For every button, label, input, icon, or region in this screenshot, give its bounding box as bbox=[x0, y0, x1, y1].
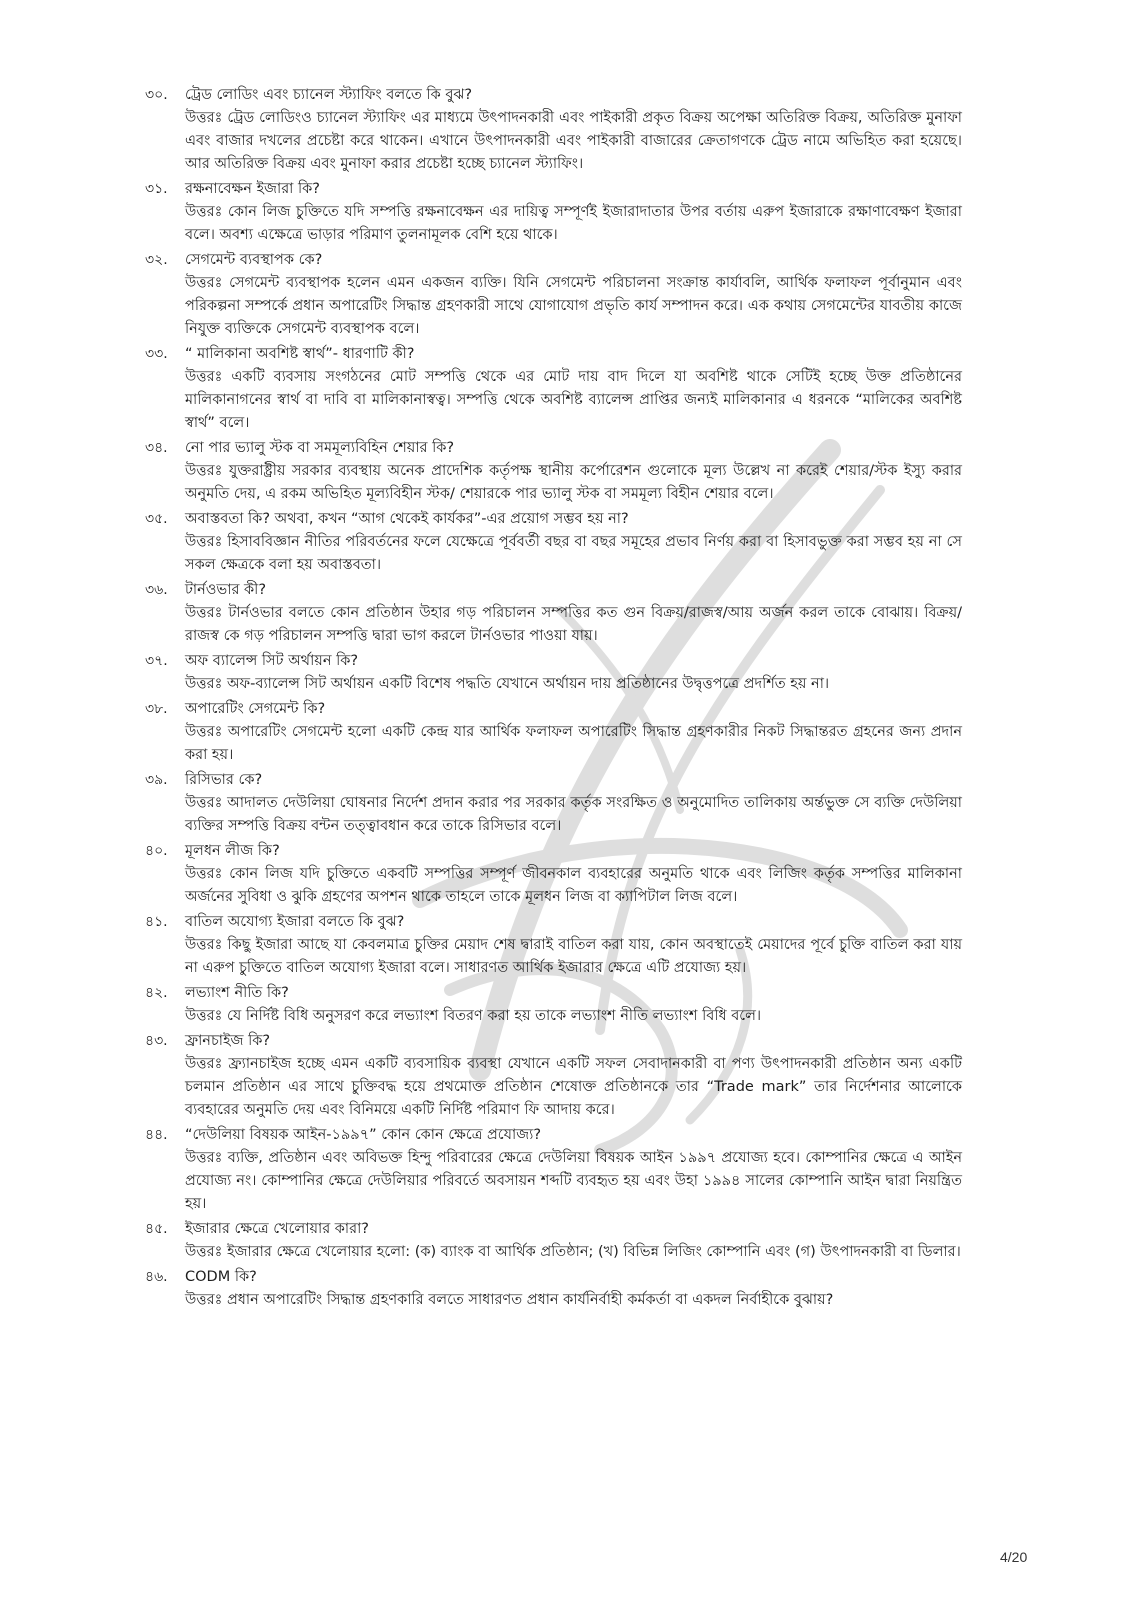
question-text: ইজারার ক্ষেত্রে খেলোয়ার কারা? bbox=[185, 1221, 370, 1237]
question-number: ৩৯. bbox=[145, 772, 168, 788]
question-number: ৪১. bbox=[145, 914, 168, 930]
answer-text: উত্তরঃ ব্যক্তি, প্রতিষ্ঠান এবং অবিভক্ত হিন্দু পরিবারের ক্ষেত্রে দেউলিয়া বিষয়ক আইন ১৯৯৭ প্রযোজ্য হবে। কোম্পানির ক্ষেত্রে এ আইন প্রযোজ্য নং। কোম্পানির ক্ষেত্রে দেউলিয়ার পরিবর্তে অবসায়ন শব্দটি ব্যবহৃত হয় এবং উহা ১৯৯৪ সালের কোম্পানি আইন দ্বারা নিয়ন্ত্রিত হয়। bbox=[185, 1150, 962, 1212]
answer-text: উত্তরঃ হিসাববিজ্ঞান নীতির পরিবর্তনের ফলে যেক্ষেত্রে পূর্ববর্তী বছর বা বছর সমূহের প্রভাব নির্ণয় করা বা হিসাবভুক্ত করা সম্ভব হয় না সে সকল ক্ষেত্রকে বলা হয় অবাস্তবতা। bbox=[185, 534, 962, 573]
qa-item bbox=[145, 1124, 962, 1216]
answer-text: উত্তরঃ কিছু ইজারা আছে যা কেবলমাত্র চুক্তির মেয়াদ শেষ দ্বারাই বাতিল করা যায়, কোন অবস্থাতেই মেয়াদের পূর্বে চুক্তি বাতিল করা যায় না এরুপ চুক্তিতে বাতিল অযোগ্য ইজারা বলে। সাধারণত আর্থিক ইজারার ক্ষেত্রে এটি প্রযোজ্য হয়। bbox=[185, 937, 962, 976]
question-text: “দেউলিয়া বিষয়ক আইন-১৯৯৭” কোন কোন ক্ষেত্রে প্রযোজ্য? bbox=[185, 1127, 542, 1143]
qa-item bbox=[145, 1266, 962, 1312]
answer-text: উত্তরঃ আদালত দেউলিয়া ঘোষনার নির্দেশ প্রদান করার পর সরকার কর্তৃক সংরক্ষিত ও অনুমোদিত তালিকায় অর্ন্তভুক্ত সে ব্যক্তি দেউলিয়া ব্যক্তির সম্পত্তি বিক্রয় বন্টন তত্ত্বাবধান করে তাকে রিসিভার বলে। bbox=[185, 795, 962, 834]
answer-text: উত্তরঃ যুক্তরাষ্ট্রীয় সরকার ব্যবস্থায় অনেক প্রাদেশিক কর্তৃপক্ষ স্থানীয় কর্পোরেশন গুলোকে মূল্য উল্লেখ না করেই শেয়ার/স্টক ইস্যু করার অনুমতি দেয়, এ রকম অভিহিত মূল্যবিহীন স্টক/ শেয়ারকে পার ভ্যালু স্টক বা সমমূল্য বিহীন শেয়ার বলে। bbox=[185, 463, 962, 502]
answer-text: উত্তরঃ ইজারার ক্ষেত্রে খেলোয়ার হলো: (ক) ব্যাংক বা আর্থিক প্রতিষ্ঠান; (খ) বিভিন্ন লিজিং কোম্পানি এবং (গ) উৎপাদনকারী বা ডিলার। bbox=[185, 1244, 961, 1260]
answer-text: উত্তরঃ অপারেটিং সেগমেন্ট হলো একটি কেন্দ্র যার আর্থিক ফলাফল অপারেটিং সিদ্ধান্ত গ্রহণকারীর নিকট সিদ্ধান্তরত গ্রহনের জন্য প্রদান করা হয়। bbox=[185, 724, 962, 763]
question-text: টার্নওভার কী? bbox=[185, 582, 267, 598]
question-text: অফ ব্যালেন্স সিট অর্থায়ন কি? bbox=[185, 653, 359, 669]
question-text: রক্ষনাবেক্ষন ইজারা কি? bbox=[185, 181, 320, 197]
qa-item bbox=[145, 343, 962, 435]
qa-item bbox=[145, 911, 962, 980]
question-number: ৪৩. bbox=[145, 1033, 168, 1049]
question-text: CODM কি? bbox=[185, 1269, 257, 1285]
qa-item bbox=[145, 982, 962, 1028]
question-number: ৩০. bbox=[145, 87, 168, 103]
question-number: ৪৫. bbox=[145, 1221, 168, 1237]
question-text: অপারেটিং সেগমেন্ট কি? bbox=[185, 701, 326, 717]
question-number: ৪০. bbox=[145, 843, 168, 859]
question-number: ৪৬. bbox=[145, 1269, 168, 1285]
question-text: মূলধন লীজ কি? bbox=[185, 843, 280, 859]
page-number: 4/20 bbox=[1000, 1549, 1028, 1565]
question-text: রিসিভার কে? bbox=[185, 772, 263, 788]
qa-item bbox=[145, 178, 962, 247]
question-number: ৪৪. bbox=[145, 1127, 168, 1143]
qa-item bbox=[145, 1030, 962, 1122]
answer-text: উত্তরঃ একটি ব্যবসায় সংগঠনের মোট সম্পত্তি থেকে এর মোট দায় বাদ দিলে যা অবশিষ্ট থাকে সেটিই হচ্ছে উক্ত প্রতিষ্ঠানের মালিকানাগনের স্বার্থ বা দাবি বা মালিকানাস্বত্ব। সম্পত্তি থেকে অবশিষ্ট ব্যালেন্স প্রাপ্তির জন্যই মালিকানার এ ধরনকে “মালিকের অবশিষ্ট স্বার্থ” বলে। bbox=[185, 369, 962, 431]
qa-item bbox=[145, 249, 962, 341]
question-number: ৩৮. bbox=[145, 701, 168, 717]
question-number: ৩১. bbox=[145, 181, 168, 197]
qa-item bbox=[145, 840, 962, 909]
question-number: ৩৫. bbox=[145, 511, 168, 527]
answer-text: উত্তরঃ প্রধান অপারেটিং সিদ্ধান্ত গ্রহণকারি বলতে সাধারণত প্রধান কার্যনির্বাহী কর্মকর্তা বা একদল নির্বাহীকে বুঝায়? bbox=[185, 1292, 834, 1308]
question-number: ৩২. bbox=[145, 252, 168, 268]
qa-item bbox=[145, 437, 962, 506]
answer-text: উত্তরঃ টার্নওভার বলতে কোন প্রতিষ্ঠান উহার গড় পরিচালন সম্পত্তির কত গুন বিক্রয়/রাজস্ব/আয় অর্জন করল তাকে বোঝায়। বিক্রয়/রাজস্ব কে গড় পরিচালন সম্পত্তি দ্বারা ভাগ করলে টার্নওভার পাওয়া যায়। bbox=[185, 605, 962, 644]
question-number: ৩৭. bbox=[145, 653, 168, 669]
question-number: ৪২. bbox=[145, 985, 168, 1001]
answer-text: উত্তরঃ অফ-ব্যালেন্স সিট অর্থায়ন একটি বিশেষ পদ্ধতি যেখানে অর্থায়ন দায় প্রতিষ্ঠানের উদ্বৃত্তপত্রে প্রদর্শিত হয় না। bbox=[185, 676, 830, 692]
question-text: সেগমেন্ট ব্যবস্থাপক কে? bbox=[185, 252, 323, 268]
question-text: লভ্যাংশ নীতি কি? bbox=[185, 985, 289, 1001]
question-text: নো পার ভ্যালু স্টক বা সমমূল্যবিহিন শেয়ার কি? bbox=[185, 440, 455, 456]
question-text: অবাস্তবতা কি? অথবা, কখন “আগ থেকেই কার্যকর”-এর প্রয়োগ সম্ভব হয় না? bbox=[185, 511, 629, 527]
question-number: ৩৪. bbox=[145, 440, 168, 456]
question-number: ৩৩. bbox=[145, 346, 168, 362]
qa-item bbox=[145, 579, 962, 648]
qa-item bbox=[145, 698, 962, 767]
question-text: ফ্রানচাইজ কি? bbox=[185, 1033, 271, 1049]
qa-item bbox=[145, 650, 962, 696]
qa-list bbox=[145, 84, 962, 1314]
answer-text: উত্তরঃ কোন লিজ যদি চুক্তিতে একবটি সম্পত্তির সম্পূর্ণ জীবনকাল ব্যবহারের অনুমতি থাকে এবং লিজিং কর্তৃক সম্পত্তির মালিকানা অর্জনের সুবিধা ও ঝুকি গ্রহণের অপশন থাকে তাহলে তাকে মূলধন লিজ বা ক্যাপিটাল লিজ বলে। bbox=[185, 866, 962, 905]
qa-item bbox=[145, 769, 962, 838]
answer-text: উত্তরঃ যে নির্দিষ্ট বিধি অনুসরণ করে লভ্যাংশ বিতরণ করা হয় তাকে লভ্যাংশ নীতি লভ্যাংশ বিধি বলে। bbox=[185, 1008, 762, 1024]
question-text: “ মালিকানা অবশিষ্ট স্বার্থ”- ধারণাটি কী? bbox=[185, 346, 415, 362]
question-number: ৩৬. bbox=[145, 582, 168, 598]
question-text: বাতিল অযোগ্য ইজারা বলতে কি বুঝ? bbox=[185, 914, 405, 930]
qa-item bbox=[145, 84, 962, 176]
answer-text: উত্তরঃ ফ্র্যানচাইজ হচ্ছে এমন একটি ব্যবসায়িক ব্যবস্থা যেখানে একটি সফল সেবাদানকারী বা পণ্য উৎপাদনকারী প্রতিষ্ঠান অন্য একটি চলমান প্রতিষ্ঠান এর সাথে চুক্তিবদ্ধ হয়ে প্রথমোক্ত প্রতিষ্ঠান শেষোক্ত প্রতিষ্ঠানকে তার “Trade mark” তার নির্দেশনার আলোকে ব্যবহারের অনুমতি দেয় এবং বিনিময়ে একটি নির্দিষ্ট পরিমাণ ফি আদায় করে। bbox=[185, 1056, 962, 1118]
answer-text: উত্তরঃ ট্রেড লোডিংও চ্যানেল স্ট্যাফিং এর মাধ্যমে উৎপাদনকারী এবং পাইকারী প্রকৃত বিক্রয় অপেক্ষা অতিরিক্ত বিক্রয়, অতিরিক্ত মুনাফা এবং বাজার দখলের প্রচেষ্টা করে থাকেন। এখানে উৎপাদনকারী এবং পাইকারী বাজারের ক্রেতাগণকে ট্রেড নামে অভিহিত করা হয়েছে। আর অতিরিক্ত বিক্রয় এবং মুনাফা করার প্রচেষ্টা হচ্ছে চ্যানেল স্ট্যাফিং। bbox=[185, 110, 962, 172]
qa-item bbox=[145, 1218, 962, 1264]
answer-text: উত্তরঃ কোন লিজ চুক্তিতে যদি সম্পত্তি রক্ষনাবেক্ষন এর দায়িত্ব সম্পূর্ণই ইজারাদাতার উপর বর্তায় এরুপ ইজারাকে রক্ষাণাবেক্ষণ ইজারা বলে। অবশ্য এক্ষেত্রে ভাড়ার পরিমাণ তুলনামূলক বেশি হয়ে থাকে। bbox=[185, 204, 962, 243]
question-text: ট্রেড লোডিং এবং চ্যানেল স্ট্যাফিং বলতে কি বুঝ? bbox=[185, 87, 473, 103]
qa-item bbox=[145, 508, 962, 577]
answer-text: উত্তরঃ সেগমেন্ট ব্যবস্থাপক হলেন এমন একজন ব্যক্তি। যিনি সেগমেন্ট পরিচালনা সংক্রান্ত কার্যাবলি, আর্থিক ফলাফল পূর্বানুমান এবং পরিকল্পনা সম্পর্কে প্রধান অপারেটিং সিদ্ধান্ত গ্রহণকারী সাথে যোগাযোগ প্রভৃতি কার্য সম্পাদন করে। এক কথায় সেগমেন্টের যাবতীয় কাজে নিযুক্ত ব্যক্তিকে সেগমেন্ট ব্যবস্থাপক বলে। bbox=[185, 275, 962, 337]
